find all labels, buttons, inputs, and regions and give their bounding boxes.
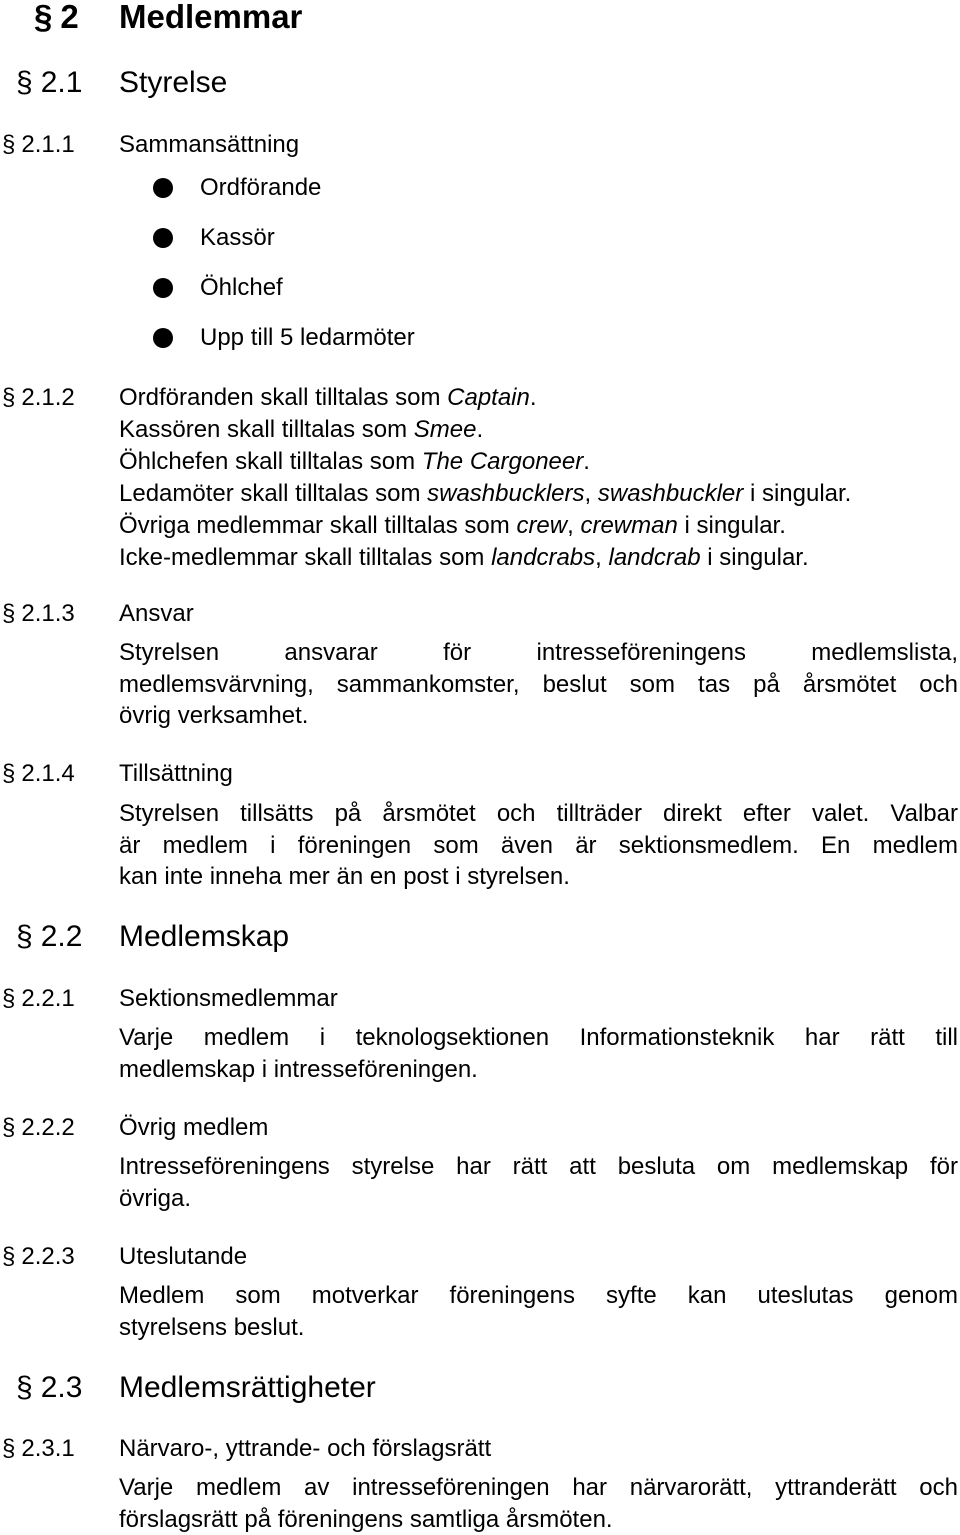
bullet-icon xyxy=(153,178,173,198)
list-item: Upp till 5 ledarmöter xyxy=(200,324,415,352)
subsection-number: 2.1.3 xyxy=(21,600,74,627)
section-sign: § xyxy=(2,985,15,1012)
section-sign: § xyxy=(34,0,52,35)
section-sign: § xyxy=(2,384,15,411)
bullet-icon xyxy=(153,228,173,248)
section-number: 2.1 xyxy=(41,66,83,99)
title-line: Ledamöter skall tilltalas som swashbucklers, swashbuckler i singular. xyxy=(119,478,851,510)
section-sign: § xyxy=(2,1243,15,1270)
paragraph-2-2-3 xyxy=(119,1280,958,1343)
list-item: Öhlchef xyxy=(200,274,283,302)
subsection-heading-2-1-4 xyxy=(2,760,75,788)
paragraph-line: är medlem i föreningen som även är sektionsmedlem. En medlem xyxy=(119,830,958,862)
chapter-heading xyxy=(34,0,79,35)
paragraph-2-2-1 xyxy=(119,1022,958,1085)
subsection-title-2-2-1: Sektionsmedlemmar xyxy=(119,985,338,1013)
section-number: 2.2 xyxy=(41,920,83,953)
chapter-title: Medlemmar xyxy=(119,0,302,35)
title-line: Ordföranden skall tilltalas som Captain. xyxy=(119,382,537,414)
paragraph-line: Varje medlem i teknologsektionen Informationsteknik har rätt till xyxy=(119,1022,958,1054)
subsection-number: 2.2.1 xyxy=(21,985,74,1012)
section-sign: § xyxy=(2,1435,15,1462)
subsection-heading-2-2-1 xyxy=(2,985,75,1013)
paragraph-line: styrelsens beslut. xyxy=(119,1312,958,1344)
subsection-number: 2.3.1 xyxy=(21,1435,74,1462)
subsection-heading-2-1-2 xyxy=(2,384,75,412)
paragraph-line: kan inte inneha mer än en post i styrelsen. xyxy=(119,861,958,893)
subsection-number: 2.1.4 xyxy=(21,760,74,787)
section-sign: § xyxy=(2,1114,15,1141)
paragraph-line: Styrelsen ansvarar för intresseföreningens medlemslista, xyxy=(119,637,958,669)
paragraph-line: Styrelsen tillsätts på årsmötet och tillträder direkt efter valet. Valbar xyxy=(119,798,958,830)
paragraph-2-1-3 xyxy=(119,637,958,732)
section-number: 2.3 xyxy=(41,1371,83,1404)
paragraph-2-2-2 xyxy=(119,1151,958,1214)
subsection-number: 2.1.1 xyxy=(21,131,74,158)
title-line: Öhlchefen skall tilltalas som The Cargoneer. xyxy=(119,446,590,478)
chapter-number: 2 xyxy=(60,0,78,35)
subsection-title-2-2-2: Övrig medlem xyxy=(119,1114,268,1142)
paragraph-line: medlemskap i intresseföreningen. xyxy=(119,1054,958,1086)
section-sign: § xyxy=(2,760,15,787)
paragraph-2-1-4 xyxy=(119,798,958,893)
section-sign: § xyxy=(2,600,15,627)
section-title-2-1: Styrelse xyxy=(119,66,227,100)
title-line: Övriga medlemmar skall tilltalas som crew, crewman i singular. xyxy=(119,510,786,542)
subsection-number: 2.2.2 xyxy=(21,1114,74,1141)
list-item: Ordförande xyxy=(200,174,321,202)
subsection-heading-2-2-2 xyxy=(2,1114,75,1142)
paragraph-line: medlemsvärvning, sammankomster, beslut som tas på årsmötet och xyxy=(119,669,958,701)
section-sign: § xyxy=(2,131,15,158)
subsection-number: 2.1.2 xyxy=(21,384,74,411)
section-heading-2-3 xyxy=(16,1371,82,1405)
title-line: Icke-medlemmar skall tilltalas som landcrabs, landcrab i singular. xyxy=(119,542,809,574)
paragraph-line: Medlem som motverkar föreningens syfte kan uteslutas genom xyxy=(119,1280,958,1312)
subsection-heading-2-3-1 xyxy=(2,1435,75,1463)
section-title-2-3: Medlemsrättigheter xyxy=(119,1371,376,1405)
paragraph-2-3-1 xyxy=(119,1472,958,1535)
bullet-icon xyxy=(153,328,173,348)
bullet-icon xyxy=(153,278,173,298)
subsection-title-2-1-1: Sammansättning xyxy=(119,131,299,159)
paragraph-line: övriga. xyxy=(119,1183,958,1215)
title-line: Kassören skall tilltalas som Smee. xyxy=(119,414,483,446)
subsection-heading-2-1-3 xyxy=(2,600,75,628)
section-sign: § xyxy=(16,66,33,99)
section-sign: § xyxy=(16,1371,33,1404)
paragraph-line: Varje medlem av intresseföreningen har närvarorätt, yttranderätt och xyxy=(119,1472,958,1504)
subsection-heading-2-1-1 xyxy=(2,131,75,159)
section-sign: § xyxy=(16,920,33,953)
subsection-number: 2.2.3 xyxy=(21,1243,74,1270)
list-item: Kassör xyxy=(200,224,275,252)
section-heading-2-1 xyxy=(16,66,82,100)
subsection-title-2-3-1: Närvaro-, yttrande- och förslagsrätt xyxy=(119,1435,491,1463)
subsection-title-2-1-4: Tillsättning xyxy=(119,760,233,788)
paragraph-line: övrig verksamhet. xyxy=(119,700,958,732)
subsection-title-2-1-3: Ansvar xyxy=(119,600,194,628)
paragraph-line: Intresseföreningens styrelse har rätt att besluta om medlemskap för xyxy=(119,1151,958,1183)
section-title-2-2: Medlemskap xyxy=(119,920,289,954)
subsection-heading-2-2-3 xyxy=(2,1243,75,1271)
subsection-title-2-2-3: Uteslutande xyxy=(119,1243,247,1271)
section-heading-2-2 xyxy=(16,920,82,954)
paragraph-line: förslagsrätt på föreningens samtliga årsmöten. xyxy=(119,1504,958,1535)
